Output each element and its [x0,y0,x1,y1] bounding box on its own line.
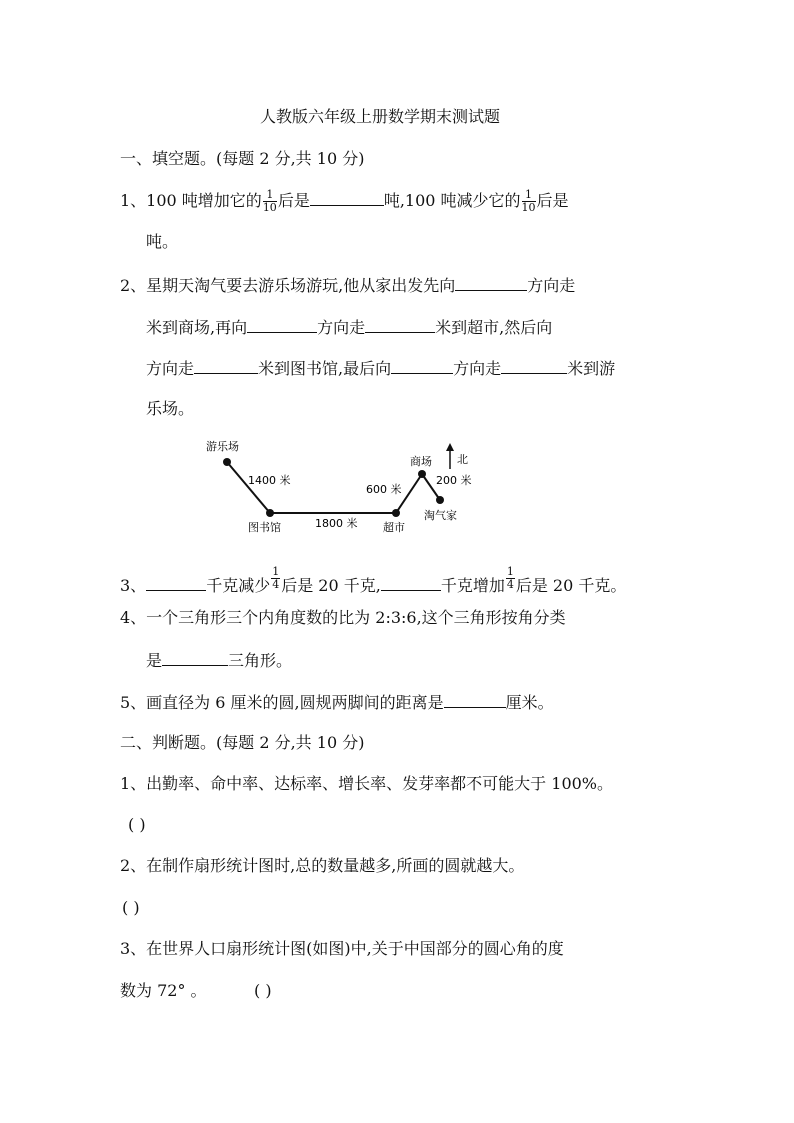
label-mall: 商场 [410,455,432,468]
label-d4: 200 米 [436,474,472,487]
answer-paren[interactable]: ( ) [122,898,140,917]
question-1-2-line4: 乐场。 [146,399,195,418]
answer-blank[interactable] [444,691,506,708]
label-north: 北 [457,453,468,466]
route-playground-library [227,462,270,513]
route-map [190,435,490,545]
node-mall [418,470,426,478]
title-text: 人教版六年级上册数学期末测试题 [260,107,501,126]
page-title [260,107,500,127]
question-2-2: 2、在制作扇形统计图时,总的数量越多,所画的圆就越大。 [120,856,525,875]
answer-paren[interactable]: ( ) [128,815,146,834]
node-home [436,496,444,504]
question-1-4-cont: 是 三角形。 [146,651,293,670]
label-supermarket: 超市 [383,521,405,534]
label-d2: 1800 米 [315,517,358,530]
answer-paren[interactable]: ( ) [254,981,272,1000]
fraction-one-quarter: $\frac{1}{4}$ [272,565,280,591]
question-1-5: 5、画直径为 6 厘米的圆,圆规两脚间的距离是 厘米。 [120,693,554,712]
north-arrow-icon [446,443,454,451]
question-2-3: 3、在世界人口扇形统计图(如图)中,关于中国部分的圆心角的度 [120,939,564,958]
section1-header: 一、填空题。(每题 2 分,共 10 分) [120,149,365,168]
label-playground: 游乐场 [206,440,239,453]
answer-blank[interactable] [194,357,258,374]
answer-blank[interactable] [391,357,453,374]
label-library: 图书馆 [248,521,281,534]
question-1-1: 1、100 吨增加它的 $\frac{1}{10}$ 后是 吨,100 吨减少它的 $\frac{1}{10}$ 后是 [120,188,569,214]
label-d3: 600 米 [366,483,402,496]
question-1-2: 2、星期天淘气要去游乐场游玩,他从家出发先向 方向走 [120,276,576,295]
answer-blank[interactable] [365,316,435,333]
answer-blank[interactable] [146,574,206,591]
question-1-3: 3、 千克减少 $\frac{1}{4}$ 后是 20 千克, 千克增加 $\frac{1}{4}$ 后是 20 千克。 [120,565,627,595]
question-1-4: 4、一个三角形三个内角度数的比为 2:3:6,这个三角形按角分类 [120,608,566,627]
fraction-one-tenth: $\frac{1}{10}$ [262,188,277,214]
question-1-1-cont: 吨。 [146,232,179,251]
section2-header: 二、判断题。(每题 2 分,共 10 分) [120,733,365,752]
answer-blank[interactable] [247,316,317,333]
answer-blank[interactable] [381,574,441,591]
answer-blank[interactable] [162,649,228,666]
node-playground [223,458,231,466]
fraction-one-tenth: $\frac{1}{10}$ [521,188,536,214]
answer-blank[interactable] [501,357,567,374]
answer-blank[interactable] [310,189,384,206]
question-2-1: 1、出勤率、命中率、达标率、增长率、发芽率都不可能大于 100%。 [120,774,614,793]
question-1-2-line3: 方向走 米到图书馆,最后向 方向走 米到游 [146,359,616,378]
label-d1: 1400 米 [248,474,291,487]
answer-blank[interactable] [455,274,527,291]
question-1-2-line2: 米到商场,再向 方向走 米到超市,然后向 [146,318,553,337]
question-2-3-cont: 数为 72° 。 [120,981,207,1000]
node-supermarket [392,509,400,517]
fraction-one-quarter: $\frac{1}{4}$ [506,565,514,591]
node-library [266,509,274,517]
label-home: 淘气家 [424,509,457,522]
